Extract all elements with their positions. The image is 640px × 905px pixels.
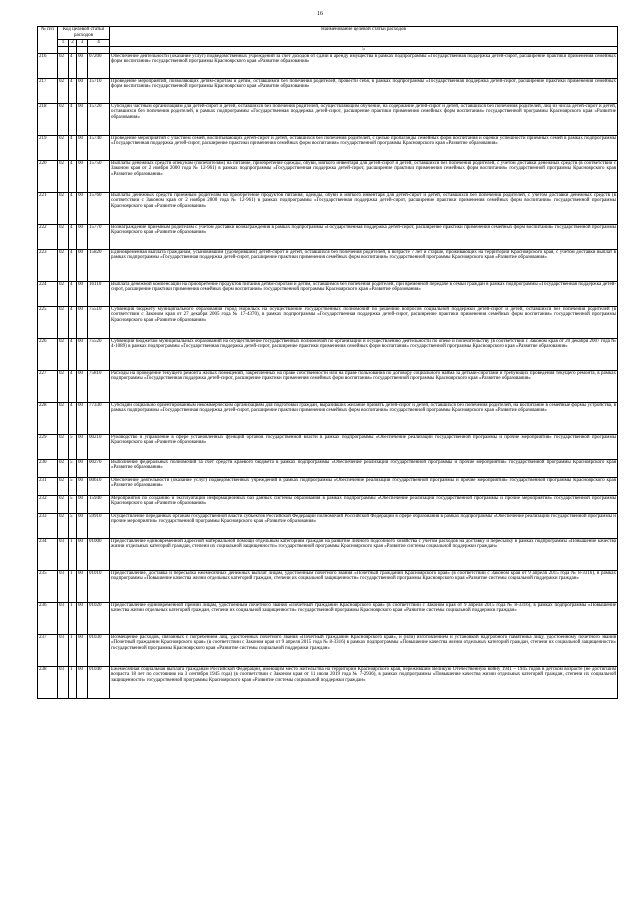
code-subprogram: 1: [69, 570, 77, 602]
row-number: 233: [38, 513, 58, 538]
code-subprogram: 4: [69, 53, 77, 78]
expense-item-name: Выполнение федеральных полномочий за счет средств краевого бюджета в рамках подпрограммы «Обеспечение реализации государственной программы и прочие мероприятия» государственной программы Красноярского края «Развитие образования»: [110, 459, 618, 477]
code-program: 03: [58, 634, 69, 666]
code-direction: 01010: [88, 570, 110, 602]
table-row: [38, 513, 618, 538]
code-subprogram: 4: [69, 135, 77, 160]
table-row: [38, 634, 618, 666]
row-number: 226: [38, 338, 58, 370]
code-subprogram: 4: [69, 249, 77, 281]
row-number: 221: [38, 192, 58, 224]
table-row: [38, 434, 618, 459]
table-row: [38, 135, 618, 160]
row-number: 234: [38, 538, 58, 570]
code-program: 02: [58, 306, 69, 338]
code-program: 02: [58, 281, 69, 306]
table-row: [38, 495, 618, 513]
expense-item-name: Выплаты денежных средств опекунам (попечителям) на питание, приобретение одежды, обуви, мягкого инвентаря для детей-сирот и детей, оставшихся без попечения родителей, с учетом доставки денежных средств (в соответствии с Законом края от 2 ноября 2000 года № 12-961) в рамках подпрограммы «Государственная поддержка детей-сирот, расширение практики применения семейных форм воспитания» государственной программы Красноярского края «Развитие образования»: [110, 160, 618, 192]
code-program: 02: [58, 135, 69, 160]
table-row: [38, 103, 618, 135]
row-number: 238: [38, 666, 58, 698]
table-row: [38, 477, 618, 495]
code-subprogram: 5: [69, 434, 77, 459]
title-header: Наименование целевой статьи расходов: [110, 27, 618, 47]
expense-item-name: Субвенция бюджету муниципального образования город Норильск на осуществление государственных полномочий по решению вопросов социальной поддержки детей-сирот и детей, оставшихся без попечения родителей (в соответствии с Законом края от 27 декабря 2005 года № 17-4370), в рамках подпрограммы «Государственная поддержка детей-сирот, расширение практики применения семейных форм воспитания» государственной программы Красноярского края «Развитие образования»: [110, 306, 618, 338]
code-direction: 75810: [88, 370, 110, 402]
code-subprogram: 4: [69, 338, 77, 370]
row-number: 236: [38, 602, 58, 634]
code-program: 02: [58, 53, 69, 78]
code-subheader: 1: [58, 39, 69, 46]
code-subprogram: 4: [69, 224, 77, 249]
budget-table: [37, 26, 618, 699]
code-direction: 75510: [88, 306, 110, 338]
table-row: [38, 459, 618, 477]
row-number: 219: [38, 135, 58, 160]
code-subheader: 2: [69, 39, 77, 46]
code-group: 00: [77, 477, 88, 495]
expense-item-name: Ежемесячная социальная выплата гражданам Российской Федерации, имеющим место жительства на территории Красноярского края, пережившим Великую Отечественную войну 1941 – 1945 годов в детском возрасте (не достигшим возраста 18 лет по состоянию на 3 сентября 1945 года) (в соответствии с Законом края от 11 июля 2019 года № 7-2936), в рамках подпрограммы «Повышение качества жизни отдельных категорий граждан, степени их социальной защищенности» государственной программы Красноярского края «Развитие системы социальной поддержки граждан»: [110, 666, 618, 698]
row-number: 220: [38, 160, 58, 192]
table-row: [38, 192, 618, 224]
code-subprogram: 5: [69, 495, 77, 513]
row-number: 224: [38, 281, 58, 306]
code-group: 00: [77, 402, 88, 434]
table-row: [38, 53, 618, 78]
code-subprogram: 4: [69, 160, 77, 192]
row-number-header: № п/п: [38, 27, 58, 54]
expense-item-name: Субсидии социально ориентированным некоммерческим организациям для подготовки граждан, выразивших желание принять детей-сирот и детей, оставшихся без попечения родителей, на воспитание в семейные формы устройства, в рамках подпрограммы «Государственная поддержка детей-сирот, расширение практики применения семейных форм воспитания» государственной программы Красноярского края «Развитие образования»: [110, 402, 618, 434]
expense-item-name: Выплаты денежных средств приемным родителям на приобретение продуктов питания, одежды, обуви и мягкого инвентаря для детей-сирот и детей, оставшихся без попечения родителей, с учетом доставки денежных средств (в соответствии с Законом края от 2 ноября 2000 года № 12-961) в рамках подпрограммы «Государственная поддержка детей-сирот, расширение практики применения семейных форм воспитания» государственной программы Красноярского края «Развитие образования»: [110, 192, 618, 224]
row-number: 222: [38, 224, 58, 249]
table-row: [38, 370, 618, 402]
page-number: 16: [317, 11, 323, 17]
table-row: [38, 538, 618, 570]
row-number: 237: [38, 634, 58, 666]
code-group: 00: [77, 459, 88, 477]
code-group: 00: [77, 135, 88, 160]
code-subprogram: 1: [69, 666, 77, 698]
row-number: 225: [38, 306, 58, 338]
code-program: 02: [58, 224, 69, 249]
code-subprogram: 4: [69, 370, 77, 402]
code-subprogram: 5: [69, 477, 77, 495]
code-subprogram: 1: [69, 602, 77, 634]
code-group: 00: [77, 538, 88, 570]
row-number: 231: [38, 477, 58, 495]
table-body: [38, 53, 618, 698]
code-subprogram: 1: [69, 538, 77, 570]
row-number: 218: [38, 103, 58, 135]
code-program: 02: [58, 402, 69, 434]
code-direction: 16110: [88, 281, 110, 306]
row-number: 235: [38, 570, 58, 602]
header-row: [38, 27, 618, 40]
table-row: [38, 281, 618, 306]
column-number-row: [38, 46, 618, 53]
code-program: 02: [58, 434, 69, 459]
expense-item-name: Возмещение расходов, связанных с погребением лиц, удостоенных почетного звания «Почетный гражданин Красноярского края», и (или) изготовлением и установкой надгробного памятника лицу, удостоенному почетного звания «Почетный гражданин Красноярского края» (в соответствии с Законом края от 9 апреля 2015 года № 8-3316) в рамках подпрограммы «Повышение качества жизни отдельных категорий граждан, степени их социальной защищенности» государственной программы Красноярского края «Развитие системы социальной поддержки граждан»: [110, 634, 618, 666]
code-group: 00: [77, 634, 88, 666]
code-group: 00: [77, 338, 88, 370]
code-direction: 01000: [88, 538, 110, 570]
expense-item-name: Расходы на проведение текущего ремонта жилых помещений, закрепленных на праве собственности или на праве пользования по договору социального найма за детьми-сиротами и требующих проведения текущего ремонта, в рамках подпрограммы «Государственная поддержка детей-сирот, расширение практики применения семейных форм воспитания» государственной программы Красноярского края «Развитие образования»: [110, 370, 618, 402]
code-subprogram: 4: [69, 103, 77, 135]
table-row: [38, 78, 618, 103]
code-program: 02: [58, 192, 69, 224]
code-subheader-blank: [88, 46, 110, 53]
table-row: [38, 402, 618, 434]
code-direction: 00610: [88, 477, 110, 495]
code-direction: 15820: [88, 249, 110, 281]
table-row: [38, 570, 618, 602]
code-subheader-blank: [69, 46, 77, 53]
code-subheader: 4: [88, 39, 110, 46]
code-direction: 15750: [88, 160, 110, 192]
code-subheader-blank: [77, 46, 88, 53]
code-group: 00: [77, 53, 88, 78]
code-direction: 01040: [88, 666, 110, 698]
code-program: 02: [58, 477, 69, 495]
table-row: [38, 306, 618, 338]
table-row: [38, 224, 618, 249]
code-subheader-blank: [58, 46, 69, 53]
code-direction: 15710: [88, 78, 110, 103]
code-group: 00: [77, 281, 88, 306]
code-direction: 15940: [88, 495, 110, 513]
code-program: 02: [58, 370, 69, 402]
code-group: 00: [77, 192, 88, 224]
code-group: 00: [77, 434, 88, 459]
expense-item-name: Единовременная выплата гражданам, усыновившим (удочерившим) детей-сирот и детей, оставшихся без попечения родителей, в возрасте 7 лет и старше, проживающих на территории Красноярского края, с учетом доставки выплат в рамках подпрограммы «Государственная поддержка детей-сирот, расширение практики применения семейных форм воспитания» государственной программы Красноярского края «Развитие образования»: [110, 249, 618, 281]
code-direction: 75520: [88, 338, 110, 370]
code-subprogram: 5: [69, 459, 77, 477]
row-number: 227: [38, 370, 58, 402]
code-group: 00: [77, 224, 88, 249]
expense-item-name: Предоставление единовременной премии лицам, удостоенным почетного звания «Почетный гражданин Красноярского края» (в соответствии с Законом края от 9 апреля 2015 года № 8-3316), в рамках подпрограммы «Повышение качества жизни отдельных категорий граждан, степени их социальной защищенности» государственной программы Красноярского края «Развитие системы социальной поддержки граждан»: [110, 602, 618, 634]
code-program: 03: [58, 570, 69, 602]
code-program: 03: [58, 666, 69, 698]
code-subprogram: 4: [69, 192, 77, 224]
code-program: 02: [58, 78, 69, 103]
expense-item-name: Обеспечение деятельности (оказание услуг) подведомственных учреждений в рамках подпрограммы «Обеспечение реализации государственной программы и прочие мероприятия» государственной программы Красноярского края «Развитие образования»: [110, 477, 618, 495]
expense-item-name: Выплата денежной компенсации на приобретение продуктов питания детям-сиротам и детям, оставшимся без попечения родителей, при временной передаче в семьи граждан в рамках подпрограммы «Государственная поддержка детей-сирот, расширение практики применения семейных форм воспитания» государственной программы Красноярского края «Развитие образования»: [110, 281, 618, 306]
code-subprogram: 4: [69, 402, 77, 434]
code-direction: 15760: [88, 192, 110, 224]
code-group: 00: [77, 602, 88, 634]
desc-column-number: 5: [110, 46, 618, 53]
code-subprogram: 4: [69, 78, 77, 103]
code-program: 02: [58, 338, 69, 370]
code-group: 00: [77, 666, 88, 698]
code-group: 00: [77, 249, 88, 281]
row-number: 223: [38, 249, 58, 281]
code-direction: 15770: [88, 224, 110, 249]
code-direction: 59910: [88, 513, 110, 538]
code-group: 00: [77, 370, 88, 402]
code-group: 00: [77, 306, 88, 338]
code-program: 02: [58, 459, 69, 477]
row-number: 232: [38, 495, 58, 513]
table-row: [38, 249, 618, 281]
code-subprogram: 1: [69, 634, 77, 666]
code-subprogram: 5: [69, 513, 77, 538]
row-number: 217: [38, 78, 58, 103]
code-subprogram: 4: [69, 306, 77, 338]
expense-item-name: Обеспечение деятельности (оказание услуг) подведомственных учреждений за счет доходов от сдачи в аренду имущества в рамках подпрограммы «Государственная поддержка детей-сирот, расширение практики применения семейных форм воспитания» государственной программы Красноярского края «Развитие образования»: [110, 53, 618, 78]
expense-item-name: Мероприятия по созданию и эксплуатации информационных баз данных системы образования в рамках подпрограммы «Обеспечение реализации государственной программы и прочие мероприятия» государственной программы Красноярского края «Развитие образования»: [110, 495, 618, 513]
expense-item-name: Руководство и управление в сфере установленных функций органов государственной власти в рамках подпрограммы «Обеспечение реализации государственной программы и прочие мероприятия» государственной программы Красноярского края «Развитие образования»: [110, 434, 618, 459]
table-row: [38, 602, 618, 634]
code-subprogram: 4: [69, 281, 77, 306]
code-direction: 77330: [88, 402, 110, 434]
row-number: 229: [38, 434, 58, 459]
expense-item-name: Проведение мероприятий, позволяющих детям-сиротам и детям, оставшимся без попечения родителей, провести себя, в рамках подпрограммы «Государственная поддержка детей-сирот, расширение практики применения семейных форм воспитания» государственной программы Красноярского края «Развитие образования»: [110, 78, 618, 103]
expense-item-name: Предоставление, доставка и пересылка ежемесячных денежных выплат лицам, удостоенным почетного звания «Почетный гражданин Красноярского края» (в соответствии с Законом края от 9 апреля 2015 года № 8-3316), в рамках подпрограммы «Повышение качества жизни отдельных категорий граждан, степени их социальной защищенности» государственной программы Красноярского края «Развитие системы социальной поддержки граждан»: [110, 570, 618, 602]
code-direction: 15740: [88, 135, 110, 160]
expense-item-name: Вознаграждение приемным родителям с учетом доставки вознаграждения в рамках подпрограммы «Государственная поддержка детей-сирот, расширение практики применения семейных форм воспитания» государственной программы Красноярского края «Развитие образования»: [110, 224, 618, 249]
code-group: 00: [77, 160, 88, 192]
code-direction: 00210: [88, 434, 110, 459]
code-group: 00: [77, 78, 88, 103]
code-direction: 07200: [88, 53, 110, 78]
table-row: [38, 338, 618, 370]
code-direction: 15720: [88, 103, 110, 135]
code-subheader: 3: [77, 39, 88, 46]
code-program: 02: [58, 249, 69, 281]
table-row: [38, 160, 618, 192]
code-program: 03: [58, 602, 69, 634]
code-program: 02: [58, 103, 69, 135]
code-group-header: Код целевой статьи расходов: [58, 27, 110, 40]
code-program: 02: [58, 495, 69, 513]
code-group: 00: [77, 570, 88, 602]
row-number: 216: [38, 53, 58, 78]
expense-item-name: Проведение мероприятий с участием семей, воспитывающих детей-сирот и детей, оставшихся без попечения родителей, с целью пропаганды семейных форм воспитания и оценки успешности приемных семей в рамках подпрограммы «Государственная поддержка детей-сирот, расширение практики применения семейных форм воспитания» государственной программы Красноярского края «Развитие образования»: [110, 135, 618, 160]
code-program: 02: [58, 160, 69, 192]
code-direction: 00270: [88, 459, 110, 477]
table-row: [38, 666, 618, 698]
code-group: 00: [77, 495, 88, 513]
code-program: 02: [58, 513, 69, 538]
expense-item-name: Субсидии частным организациям для детей-сирот и детей, оставшихся без попечения родителей, осуществляющим обучение, на содержание детей-сирот и детей, оставшихся без попечения родителей, лиц из числа детей-сирот и детей, оставшихся без попечения родителей, в рамках подпрограммы «Государственная поддержка детей-сирот, расширение практики применения семейных форм воспитания» государственной программы Красноярского края «Развитие образования»: [110, 103, 618, 135]
expense-item-name: Субвенции бюджетам муниципальных образований на осуществление государственных полномочий по организации и осуществлению деятельности по опеке и попечительству (в соответствии с Законом края от 20 декабря 2007 года № 4-1089) в рамках подпрограммы «Государственная поддержка детей-сирот, расширение практики применения семейных форм воспитания» государственной программы Красноярского края «Развитие образования»: [110, 338, 618, 370]
code-program: 03: [58, 538, 69, 570]
expense-item-name: Осуществление переданных органам государственной власти субъектов Российской Федерации полномочий Российской Федерации в сфере образования в рамках подпрограммы «Обеспечение реализации государственной программы и прочие мероприятия» государственной программы Красноярского края «Развитие образования»: [110, 513, 618, 538]
expense-item-name: Предоставление единовременной адресной материальной помощи отдельным категориям граждан на развитие личного подсобного хозяйства с учетом расходов на доставку и пересылку в рамках подпрограммы «Повышение качества жизни отдельных категорий граждан, степени их социальной защищенности» государственной программы Красноярского края «Развитие системы социальной поддержки граждан»: [110, 538, 618, 570]
code-direction: 01030: [88, 634, 110, 666]
row-number: 230: [38, 459, 58, 477]
code-direction: 01020: [88, 602, 110, 634]
row-number: 228: [38, 402, 58, 434]
code-group: 00: [77, 513, 88, 538]
code-group: 00: [77, 103, 88, 135]
